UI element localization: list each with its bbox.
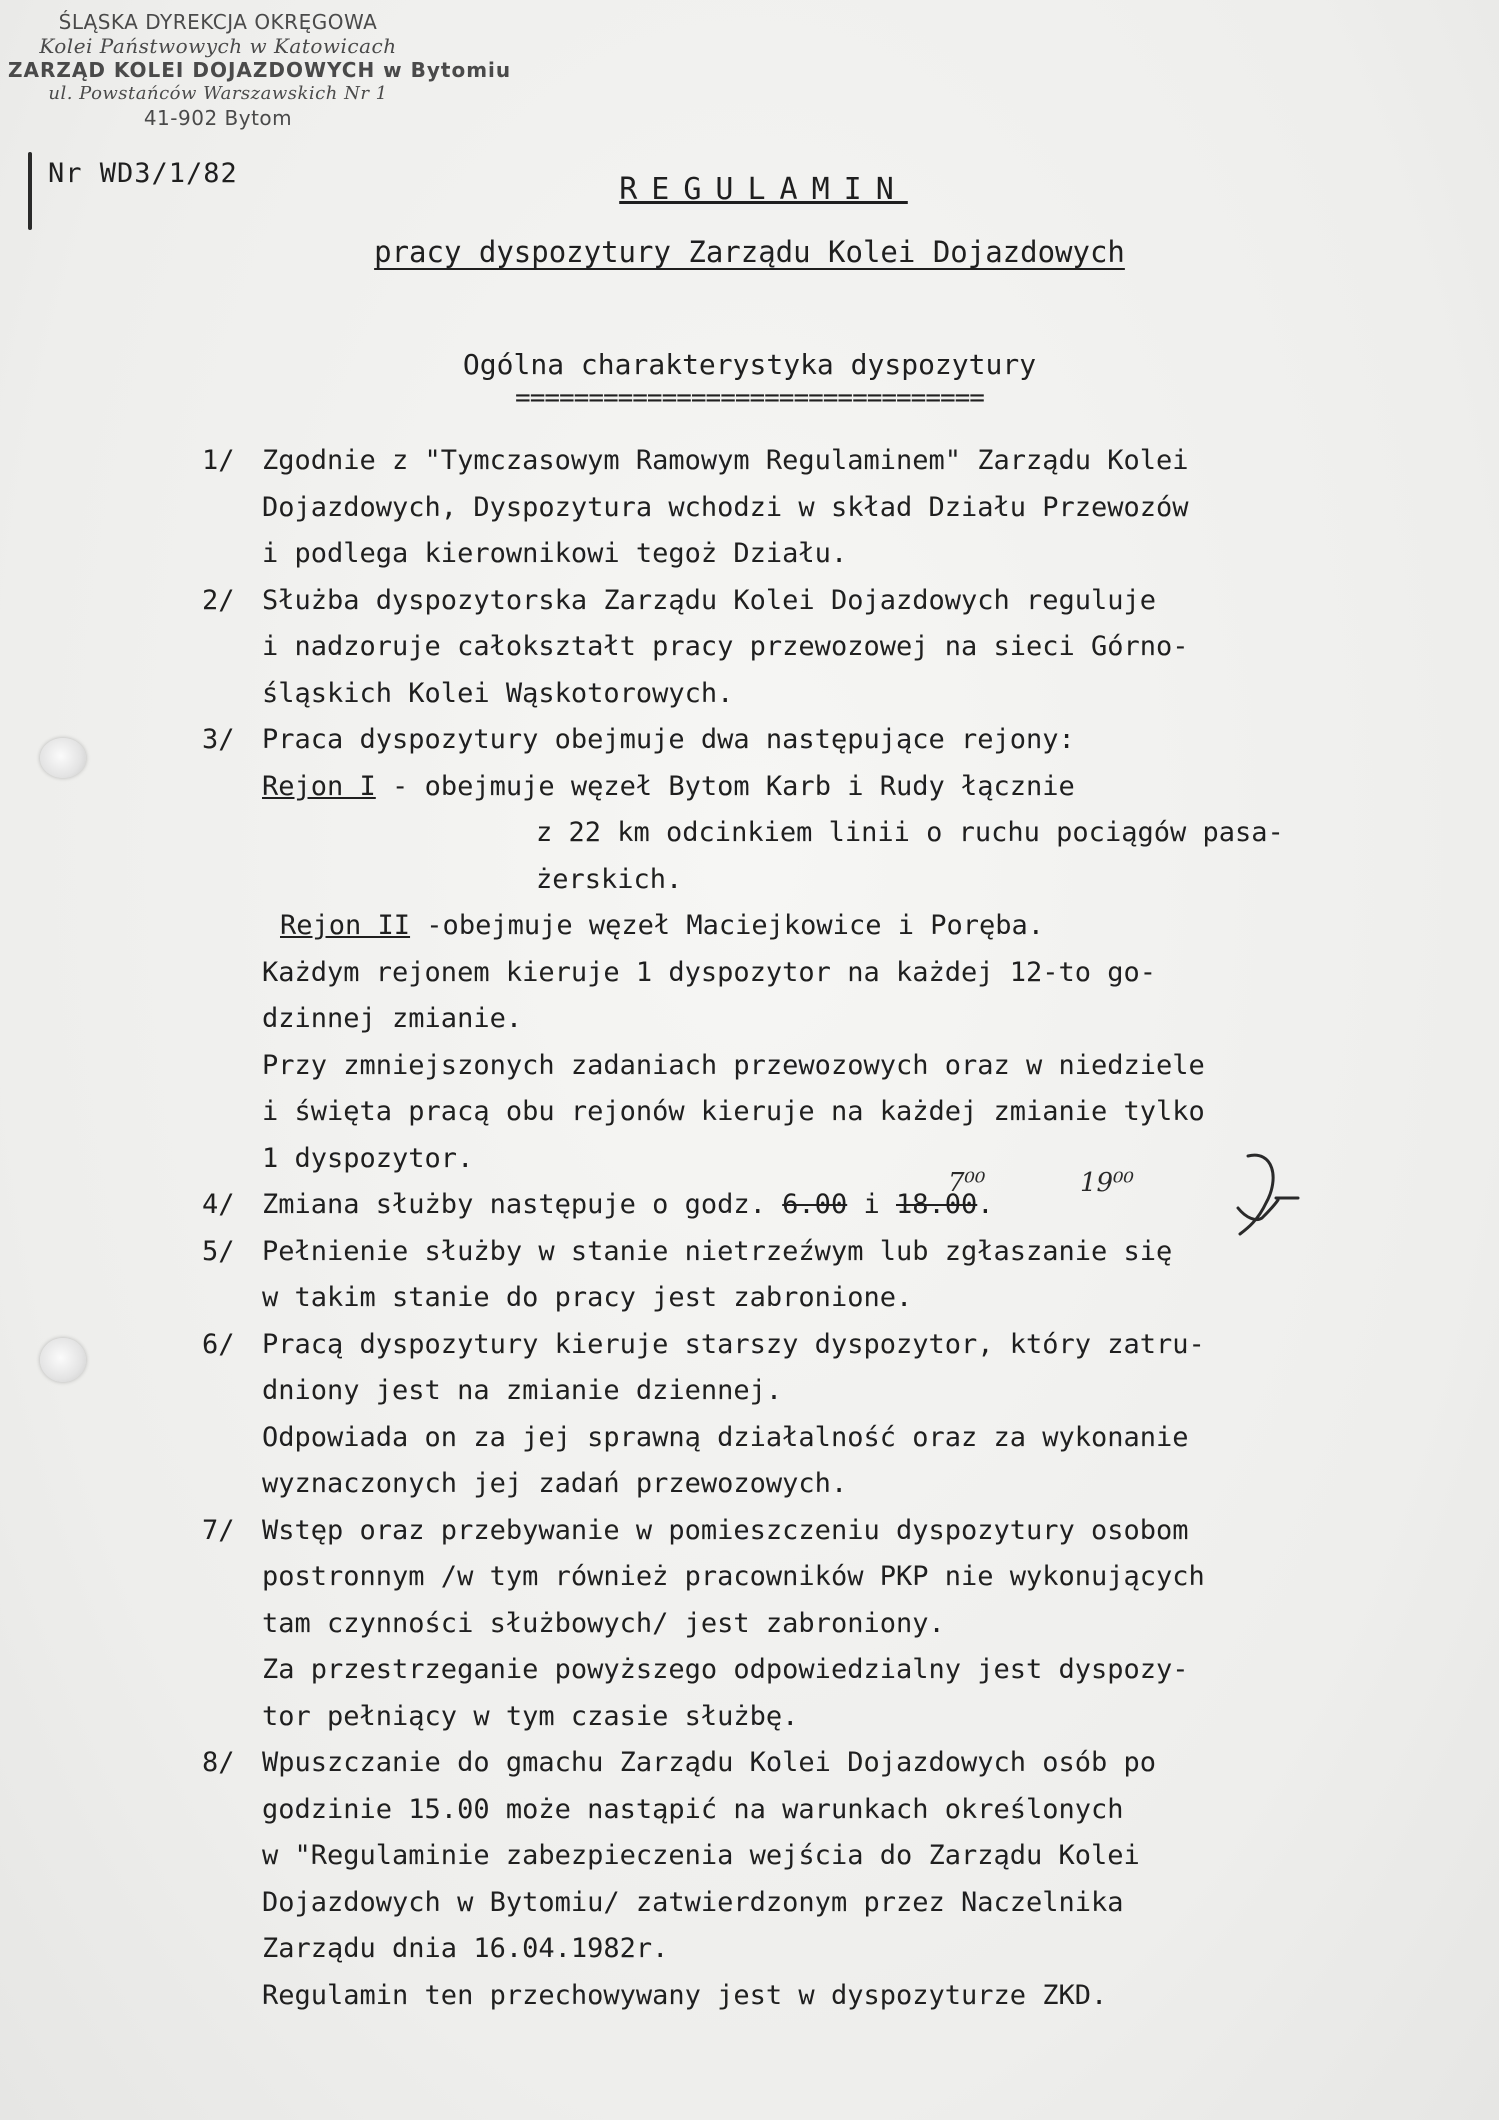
paragraph-number: 2/ bbox=[202, 584, 235, 616]
paragraph-number: 8/ bbox=[202, 1747, 235, 1778]
handwritten-time-1: 7⁰⁰ bbox=[948, 1168, 986, 1198]
handwritten-time-2: 19⁰⁰ bbox=[1080, 1168, 1134, 1198]
paragraph-line bbox=[202, 717, 1457, 764]
paragraph-line bbox=[262, 624, 1457, 671]
paragraph-text: Wpuszczanie do gmachu Zarządu Kolei Dojazdowych osób po bbox=[262, 1747, 1157, 1778]
paragraph-line bbox=[262, 1601, 1457, 1648]
paragraph-line bbox=[262, 1043, 1457, 1090]
stamp-line-1: ŚLĄSKA DYREKCJA OKRĘGOWA bbox=[58, 10, 378, 34]
paragraph-text: Dojazdowych, Dyspozytura wchodzi w skład Działu Przewozów bbox=[262, 491, 1189, 523]
rejon-1-text: żerskich. bbox=[536, 863, 683, 895]
paragraph-text: w "Regulaminie zabezpieczenia wejścia do Zarządu Kolei bbox=[262, 1840, 1140, 1871]
rejon-1-label: Rejon I bbox=[262, 770, 376, 802]
paragraph-text: Zarządu dnia 16.04.1982r. bbox=[262, 1933, 669, 1964]
paragraph-line bbox=[202, 578, 1457, 625]
rejon-1-text: - obejmuje węzeł Bytom Karb i Rudy łącznie bbox=[375, 770, 1075, 802]
struck-time-1: 6.00 bbox=[782, 1189, 848, 1220]
rejon-2-label: Rejon II bbox=[280, 910, 411, 941]
paragraph-line bbox=[262, 1647, 1457, 1694]
rejon-1-line bbox=[262, 857, 1457, 904]
paragraph-text: Pracą dyspozytury kieruje starszy dyspozytor, który zatru- bbox=[262, 1328, 1205, 1360]
paragraph-text: Zmiana służby następuje o godz. bbox=[262, 1189, 783, 1220]
document-title: REGULAMIN bbox=[619, 172, 908, 207]
paragraph-number: 4/ bbox=[202, 1189, 235, 1220]
paragraph-text: dzinnej zmianie. bbox=[262, 1003, 523, 1034]
paragraph-number: 7/ bbox=[202, 1514, 235, 1546]
document-subtitle: pracy dyspozytury Zarządu Kolei Dojazdowych bbox=[374, 235, 1125, 269]
paragraph-text: Odpowiada on za jej sprawną działalność oraz za wykonanie bbox=[262, 1421, 1189, 1453]
stamp-line-2: Kolei Państwowych w Katowicach bbox=[39, 34, 397, 58]
paragraph-number: 6/ bbox=[202, 1328, 235, 1360]
paragraph-text: Za przestrzeganie powyższego odpowiedzialny jest dyspozy- bbox=[262, 1654, 1189, 1685]
paragraph-line bbox=[262, 1368, 1457, 1415]
paragraph-text: dniony jest na zmianie dziennej. bbox=[262, 1375, 783, 1406]
paragraph-text: wyznaczonych jej zadań przewozowych. bbox=[262, 1468, 848, 1499]
paragraph-text: tam czynności służbowych/ jest zabroniony. bbox=[262, 1607, 945, 1639]
paragraph-text: i bbox=[847, 1189, 896, 1220]
paragraph-text: śląskich Kolei Wąskotorowych. bbox=[262, 677, 734, 709]
paragraph-line bbox=[262, 485, 1457, 532]
paragraph-line bbox=[262, 950, 1457, 997]
section-heading: Ogólna charakterystyka dyspozytury bbox=[462, 348, 1037, 381]
rejon-2-line bbox=[262, 903, 1457, 950]
struck-time-2: 18.00 bbox=[895, 1189, 978, 1220]
rejon-1-line bbox=[262, 764, 1457, 811]
paragraph-line bbox=[262, 1880, 1457, 1927]
paragraph-number: 3/ bbox=[202, 724, 235, 755]
paragraph-text: Przy zmniejszonych zadaniach przewozowych oraz w niedziele bbox=[262, 1049, 1205, 1081]
paragraph-line bbox=[262, 1461, 1457, 1508]
paragraph-text: Dojazdowych w Bytomiu/ zatwierdzonym przez Naczelnika bbox=[262, 1886, 1124, 1918]
paragraph-text: Regulamin ten przechowywany jest w dyspozyturze ZKD. bbox=[262, 1979, 1108, 2011]
paragraph-text: Każdym rejonem kieruje 1 dyspozytor na każdej 12-to go- bbox=[262, 956, 1157, 988]
stamp-line-5: 41-902 Bytom bbox=[143, 106, 293, 130]
paragraph-text: Wstęp oraz przebywanie w pomieszczeniu dyspozytury osobom bbox=[262, 1514, 1189, 1546]
paragraph-number: 5/ bbox=[202, 1235, 235, 1267]
paragraph-text: Zgodnie z "Tymczasowym Ramowym Regulaminem" Zarządu Kolei bbox=[262, 445, 1189, 476]
rejon-1-line bbox=[262, 810, 1457, 857]
paragraph-text: 1 dyspozytor. bbox=[262, 1142, 474, 1174]
paragraph-text: Praca dyspozytury obejmuje dwa następujące rejony: bbox=[262, 724, 1075, 755]
paragraph-number: 1/ bbox=[202, 445, 235, 476]
handwritten-initials-icon bbox=[1218, 1148, 1308, 1258]
paragraph-line bbox=[262, 1833, 1457, 1880]
paragraph-text: i podlega kierownikowi tegoż Działu. bbox=[262, 538, 848, 569]
stamp-line-4: ul. Powstańców Warszawskich Nr 1 bbox=[48, 83, 388, 104]
paragraph-text: postronnym /w tym również pracowników PKP nie wykonujących bbox=[262, 1561, 1205, 1592]
office-stamp bbox=[8, 10, 512, 130]
paragraph-text: i nadzoruje całokształt pracy przewozowej na sieci Górno- bbox=[262, 631, 1189, 662]
paragraph-text: Pełnienie służby w stanie nietrzeźwym lub zgłaszanie się bbox=[262, 1235, 1173, 1267]
paragraph-line bbox=[262, 1554, 1457, 1601]
paragraph-line bbox=[262, 531, 1457, 578]
paragraph-line bbox=[202, 1508, 1457, 1555]
paragraph-line bbox=[262, 1694, 1457, 1741]
paragraph-line bbox=[202, 438, 1457, 485]
paragraph-line bbox=[262, 1275, 1457, 1322]
paragraph-line bbox=[262, 1973, 1457, 2020]
paragraph-line bbox=[262, 671, 1457, 718]
paragraph-text: godzinie 15.00 może nastąpić na warunkach określonych bbox=[262, 1793, 1124, 1825]
stamp-line-3: ZARZĄD KOLEI DOJAZDOWYCH w Bytomiu bbox=[8, 58, 512, 82]
paragraph-line bbox=[262, 1787, 1457, 1834]
rejon-1-text: z 22 km odcinkiem linii o ruchu pociągów pasa- bbox=[536, 817, 1284, 848]
paragraph-line bbox=[262, 1089, 1457, 1136]
paragraph-text: i święta pracą obu rejonów kieruje na każdej zmianie tylko bbox=[262, 1096, 1205, 1127]
punch-hole-top bbox=[40, 738, 86, 778]
rejon-2-text: -obejmuje węzeł Maciejkowice i Poręba. bbox=[410, 910, 1045, 941]
punch-hole-bottom bbox=[40, 1338, 86, 1382]
paragraph-text: . bbox=[977, 1189, 994, 1220]
paragraph-line bbox=[262, 1415, 1457, 1462]
paragraph-text: tor pełniący w tym czasie służbę. bbox=[262, 1700, 799, 1732]
paragraph-line bbox=[262, 1926, 1457, 1973]
heading-rule: ================================ bbox=[515, 383, 984, 413]
paragraph-line bbox=[202, 1740, 1457, 1787]
paragraph-line bbox=[202, 1322, 1457, 1369]
paragraph-text: w takim stanie do pracy jest zabronione. bbox=[262, 1282, 913, 1313]
reference-number: Nr WD3/1/82 bbox=[48, 158, 238, 189]
paragraph-line bbox=[262, 996, 1457, 1043]
paragraph-text: Służba dyspozytorska Zarządu Kolei Dojazdowych reguluje bbox=[262, 584, 1157, 616]
